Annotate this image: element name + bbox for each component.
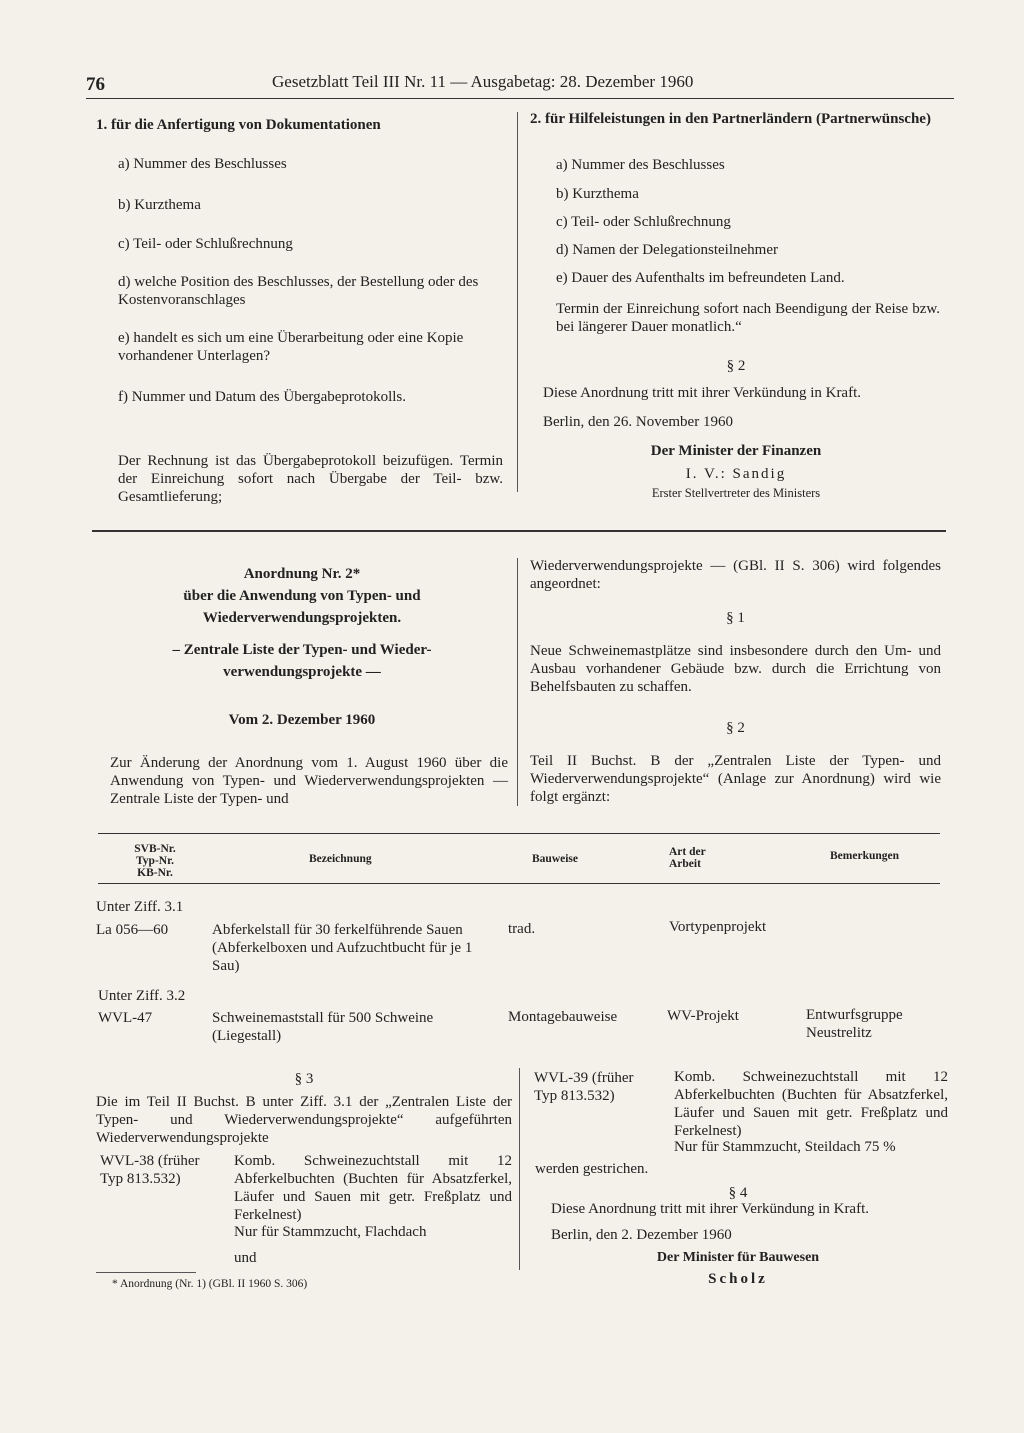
table-cell-bauweise: Montagebauweise (508, 1009, 618, 1025)
list-item: d) welche Position des Beschlusses, der Bestellung oder des Kostenvoranschlages (118, 274, 479, 308)
column-divider (517, 558, 518, 806)
table-header-art (669, 846, 706, 870)
section-number: § 2 (726, 358, 746, 374)
paragraph: Der Rechnung ist das Übergabeprotokoll beizufügen. Termin der Einreichung sofort nach Übergabe der Teil- bzw. Gesamtlieferung; (118, 453, 503, 505)
section-heading-2: 2. für Hilfeleistungen in den Partnerländern (Partnerwünsche) (530, 111, 931, 127)
entry-text: Komb. Schweinezuchtstall mit 12 Abferkelbuchten (Buchten für Absatzferkel, Läufer und Sauen mit getr. Freßplatz und Ferkelnest) (674, 1069, 948, 1139)
header-line: KB-Nr. (137, 867, 173, 879)
list-item: d) Namen der Delegationsteilnehmer (556, 242, 778, 258)
page-number: 76 (86, 74, 105, 95)
section-number: § 2 (726, 720, 745, 736)
footnote-rule (96, 1272, 196, 1273)
header-line: Art der (669, 846, 706, 858)
entry-nr: WVL-39 (früher Typ 813.532) (534, 1070, 634, 1104)
signatory-title: Der Minister der Finanzen (650, 443, 822, 459)
paragraph: Neue Schweinemastplätze sind insbesondere durch den Um- und Ausbau vorhandener Gebäude bzw. durch die Errichtung von Behelfsbauten zu schaffen. (530, 643, 941, 695)
list-item: a) Nummer des Beschlusses (118, 156, 287, 172)
title-line: Wiederverwendungsprojekten. (202, 610, 402, 626)
list-item: e) Dauer des Aufenthalts im befreundeten Land. (556, 270, 845, 286)
table-cell-art: Vortypenprojekt (669, 919, 767, 935)
header-line: SVB-Nr. (134, 843, 176, 855)
entry-text: Komb. Schweinezuchtstall mit 12 Abferkelbuchten (Buchten für Absatzferkel, Läufer und Sauen mit getr. Freßplatz und Ferkelnest) (234, 1153, 512, 1223)
list-item: b) Kurzthema (118, 197, 201, 213)
paragraph: Diese Anordnung tritt mit ihrer Verkündung in Kraft. (551, 1201, 870, 1217)
list-item: c) Teil- oder Schlußrechnung (118, 236, 293, 252)
table-header-bezeichnung: Bezeichnung (309, 853, 372, 865)
gazette-header: Gesetzblatt Teil III Nr. 11 — Ausgabetag: 28. Dezember 1960 (272, 72, 694, 91)
paragraph: Wiederverwendungsprojekte — (GBl. II S. 306) wird folgendes angeordnet: (530, 558, 941, 592)
list-item: e) handelt es sich um eine Überarbeitung oder eine Kopie vorhandener Unterlagen? (118, 330, 464, 364)
list-item: b) Kurzthema (556, 186, 639, 202)
table-cell-bemerkungen: Entwurfsgruppe Neustrelitz (806, 1007, 903, 1041)
section-heading-1: 1. für die Anfertigung von Dokumentationen (96, 117, 381, 133)
section-number: § 1 (726, 610, 745, 626)
entry-note: Nur für Stammzucht, Flachdach (234, 1224, 427, 1240)
paragraph: Teil II Buchst. B der „Zentralen Liste der Typen- und Wiederverwendungsprojekte“ (Anlage zur Anordnung) wird wie folgt ergänzt: (530, 753, 941, 805)
title-line: verwendungsprojekte — (223, 664, 381, 680)
place-date: Berlin, den 26. November 1960 (543, 414, 733, 430)
title-line: – Zentrale Liste der Typen- und Wieder- (172, 642, 432, 658)
column-divider (517, 112, 518, 492)
header-rule (86, 98, 954, 99)
title-line: Anordnung Nr. 2* (243, 566, 361, 582)
title-line: über die Anwendung von Typen- und (183, 588, 421, 604)
anordnung-date: Vom 2. Dezember 1960 (228, 712, 376, 728)
paragraph: werden gestrichen. (535, 1161, 649, 1177)
place-date: Berlin, den 2. Dezember 1960 (551, 1227, 732, 1243)
header-line: Arbeit (669, 858, 701, 870)
list-item: f) Nummer und Datum des Übergabeprotokolls. (118, 389, 406, 405)
entry-note: Nur für Stammzucht, Steildach 75 % (674, 1139, 896, 1155)
paragraph: Zur Änderung der Anordnung vom 1. August 1960 über die Anwendung von Typen- und Wiederverwendungsprojekten — Zentrale Liste der Typen- und (110, 755, 508, 807)
table-group-label: Unter Ziff. 3.2 (98, 988, 186, 1004)
header-line: Typ-Nr. (135, 855, 175, 867)
section-number: § 3 (294, 1071, 314, 1087)
entry-nr: WVL-38 (früher Typ 813.532) (100, 1153, 200, 1187)
table-header-bemerkungen: Bemerkungen (830, 850, 899, 862)
paragraph: Die im Teil II Buchst. B unter Ziff. 3.1 der „Zentralen Liste der Typen- und Wiederverwendungsprojekte“ aufgeführten Wiederverwendungsprojekte (96, 1094, 512, 1146)
section-number: § 4 (728, 1185, 748, 1201)
table-cell-bauweise: trad. (508, 921, 536, 937)
paragraph: Diese Anordnung tritt mit ihrer Verkündung in Kraft. (543, 385, 862, 401)
anordnung-title (92, 563, 512, 683)
paragraph: Termin der Einreichung sofort nach Beendigung der Reise bzw. bei längerer Dauer monatlich.“ (556, 301, 940, 335)
list-item: a) Nummer des Beschlusses (556, 157, 725, 173)
column-divider (519, 1068, 520, 1270)
signatory-name: I. V.: Sandig (685, 466, 787, 482)
table-rule (98, 833, 940, 834)
table-cell-nr: WVL-47 (98, 1010, 153, 1026)
table-cell-nr: La 056—60 (96, 922, 169, 938)
signatory-name: Scholz (708, 1271, 768, 1287)
table-cell-art: WV-Projekt (667, 1008, 739, 1024)
signatory-title: Der Minister für Bauwesen (656, 1250, 820, 1265)
table-group-label: Unter Ziff. 3.1 (96, 899, 184, 915)
conjunction: und (234, 1250, 257, 1266)
table-cell-bezeichnung: Schweinemaststall für 500 Schweine (Liegestall) (212, 1010, 434, 1044)
section-rule (92, 530, 946, 532)
table-header-nr (100, 843, 210, 879)
table-header-bauweise: Bauweise (532, 853, 578, 865)
table-rule (98, 883, 940, 884)
signatory-role: Erster Stellvertreter des Ministers (651, 486, 821, 500)
table-cell-bezeichnung: Abferkelstall für 30 ferkelführende Sauen (Abferkelboxen und Aufzuchtbucht für je 1 Sau) (212, 922, 473, 974)
footnote: * Anordnung (Nr. 1) (GBl. II 1960 S. 306) (112, 1278, 308, 1290)
list-item: c) Teil- oder Schlußrechnung (556, 214, 731, 230)
